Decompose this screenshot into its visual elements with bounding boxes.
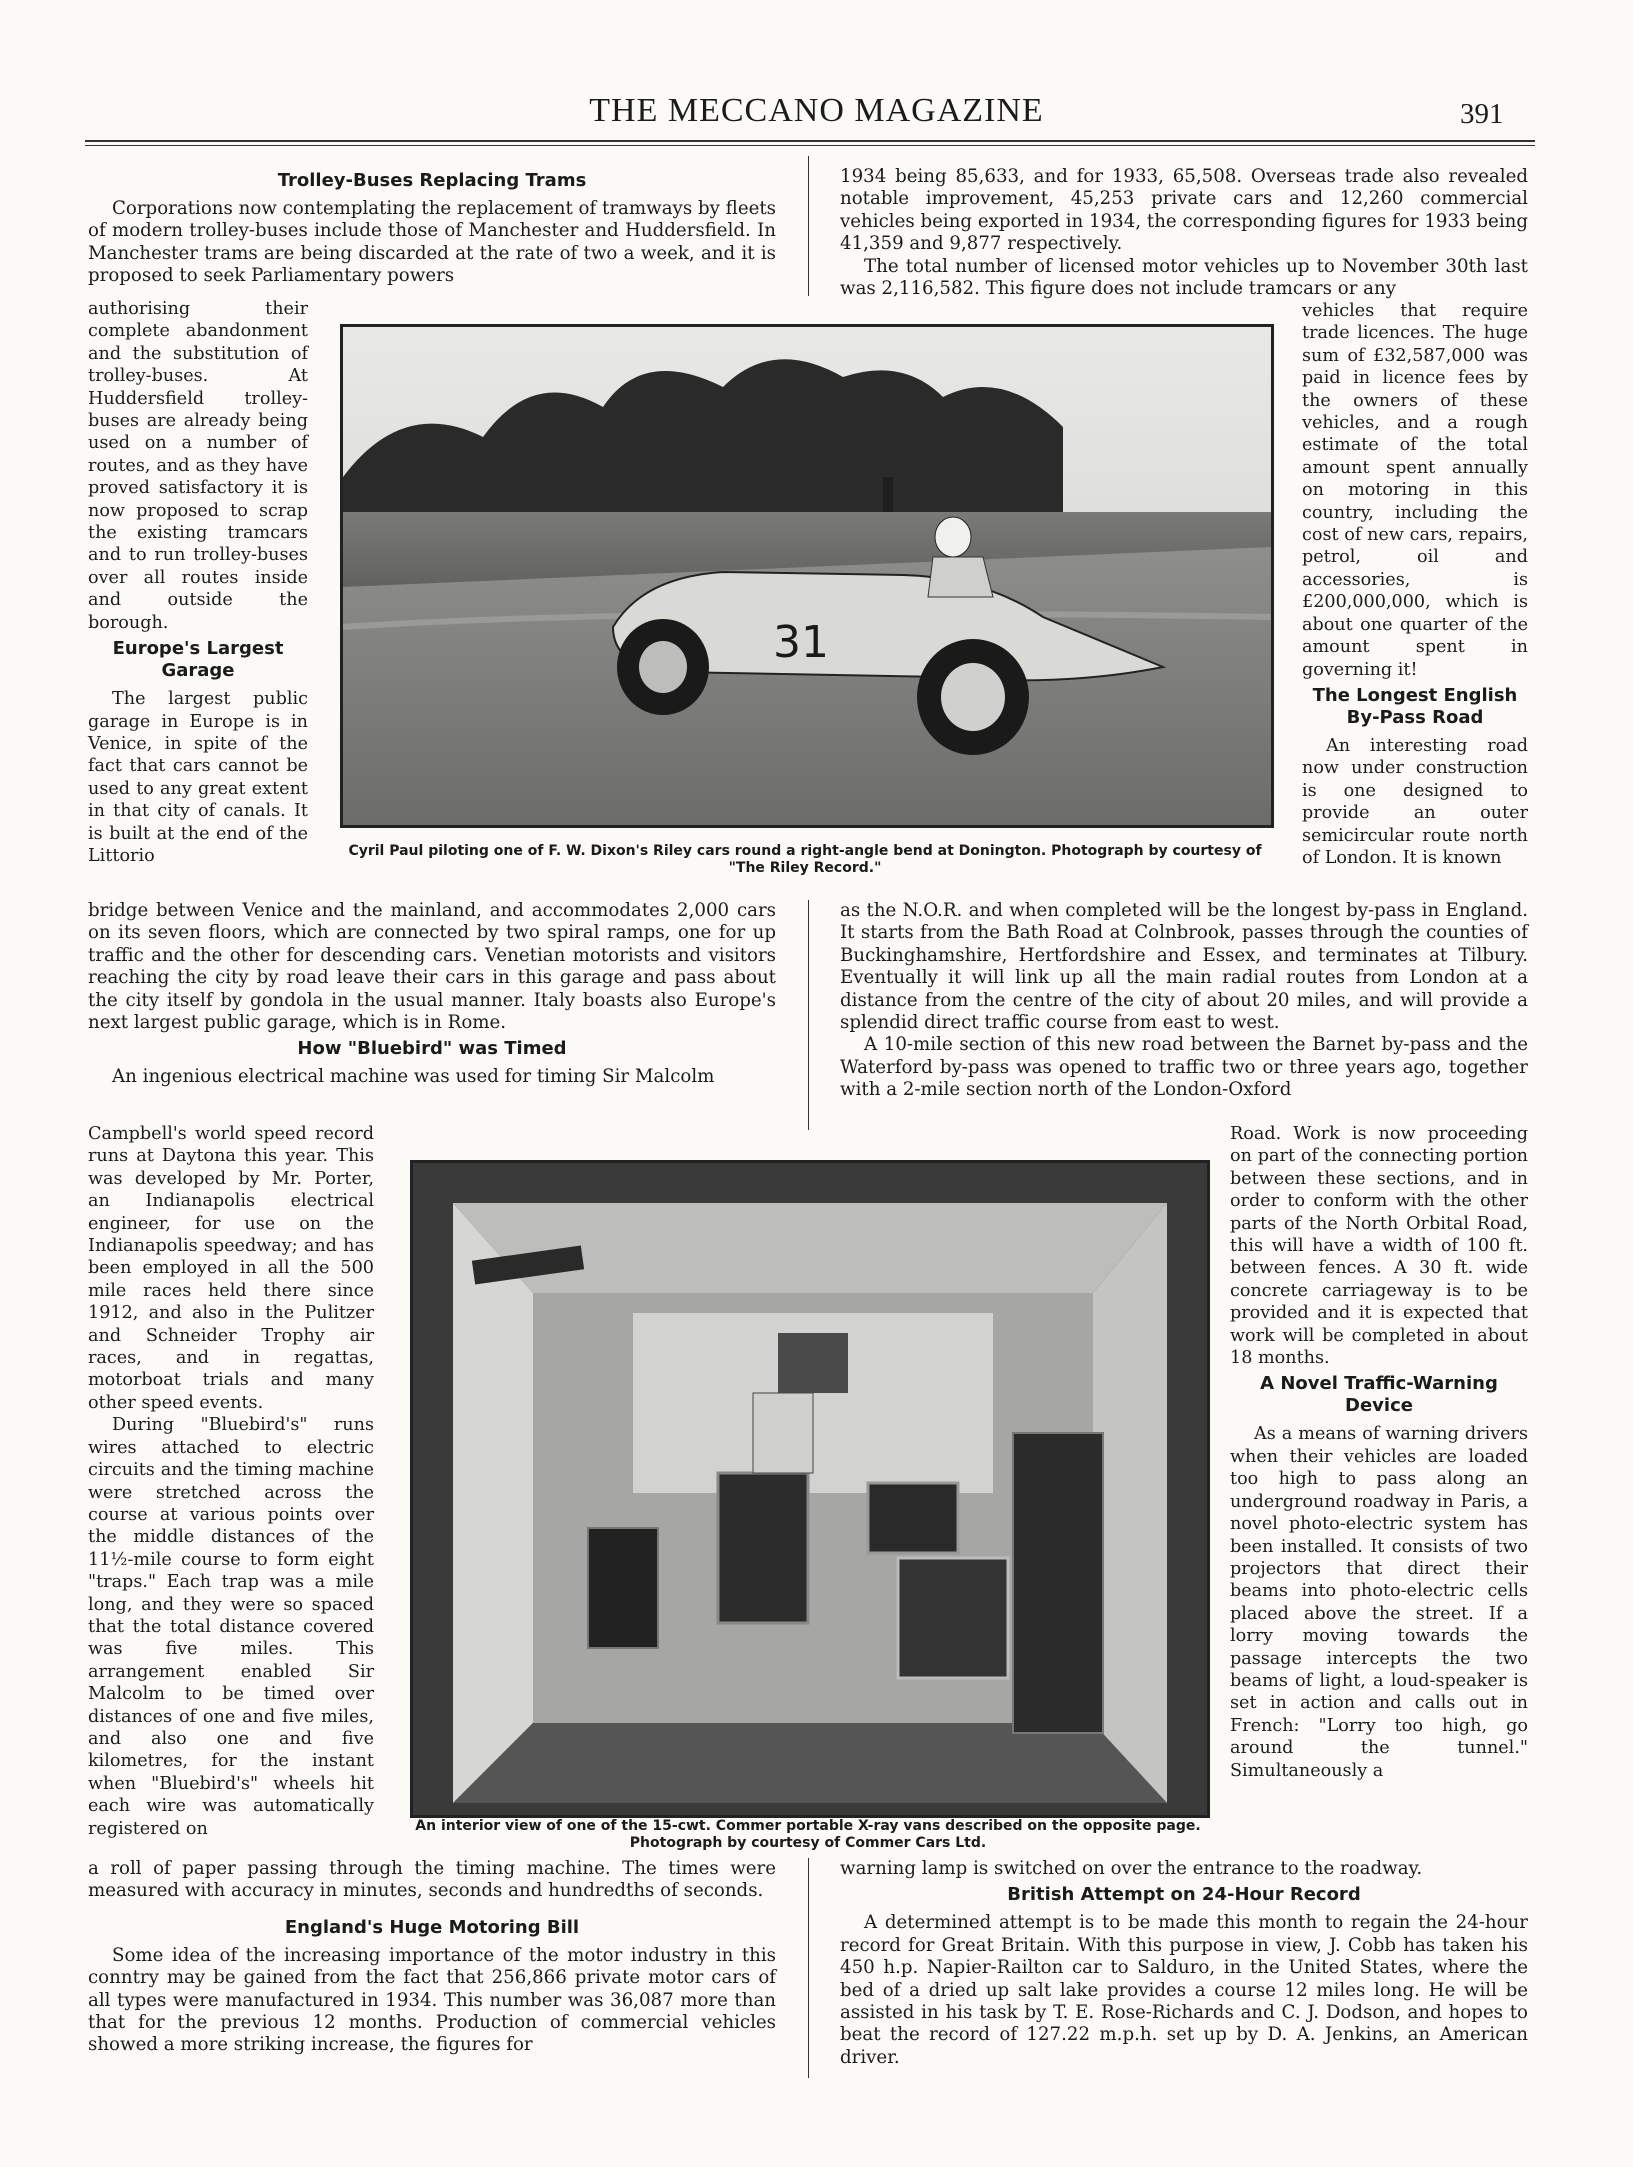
bluebird-narrow-column <box>88 1123 374 1840</box>
trolley-heading: Trolley-Buses Replacing Trams <box>277 170 587 191</box>
bill-article-right-top <box>840 166 1528 300</box>
bypass-paragraph-2-wrap: Road. Work is now proceeding on part of the connecting portion between these sections, and in order to conform with the other parts of the North Orbital Road, this will have a width of 100 ft. between fences. A 30 ft. wide concrete carriageway is to be provided and it is expected that work will be completed in about 18 months. <box>1230 1124 1528 1369</box>
bluebird-paragraph-top: An ingenious electrical machine was used for timing Sir Malcolm <box>112 1066 715 1088</box>
bill-paragraph-wrap: vehicles that require trade licences. The huge sum of £32,587,000 was paid in licence fees by the owners of these vehicles, and a rough estimate of the total amount spent annually on motoring in this country, including the cost of new cars, repairs, petrol, oil and accessories, is £200,000,000, which is about one quarter of the amount spent in governing it! <box>1302 301 1528 680</box>
traffic-narrow-column <box>1230 1123 1528 1782</box>
right-narrow-column <box>1302 300 1528 869</box>
bill-heading: England's Huge Motoring Bill <box>284 1916 580 1938</box>
trolley-paragraph-continued: authorising their complete abandonment and the substitution of trolley-buses. At Huddersfield trolley-buses are already being used on a number of routes, and as they have proved satisfactory it is now proposed to scrap the existing tramcars and to run trolley-buses over all routes inside and outside the borough. <box>88 299 308 633</box>
left-narrow-column <box>88 298 308 867</box>
xray-photo-illustration <box>413 1163 1207 1815</box>
bypass-continued-column <box>840 900 1528 1102</box>
magazine-title: THE MECCANO MAGAZINE <box>589 92 1044 129</box>
garage-paragraph-continued: bridge between Venice and the mainland, and accommodates 2,000 cars on its seven floors, which are connected by two spiral ramps, one for up traffic and the other for descending cars. Venetian motorists and visitors reaching the city by road leave their cars in this garage and pass about the city itself by gondola in the usual manner. Italy boasts also Europe's next largest public garage, which is in Rome. <box>88 900 776 1034</box>
record-heading: British Attempt on 24-Hour Record <box>1007 1884 1361 1906</box>
bluebird-continued-column <box>88 1858 776 2057</box>
riley-car-photo <box>340 324 1274 828</box>
column-divider-middle <box>808 900 809 1130</box>
riley-photo-illustration <box>343 327 1271 825</box>
bypass-paragraph-continued: as the N.O.R. and when completed will be the longest by-pass in England. It starts from the Bath Road at Colnbrook, passes through the counties of Buckinghamshire, Hertfordshire and Essex, and terminates at Tilbury. Eventually it will link up all the main radial routes from London at a distance from the centre of the city of about 20 miles, and will provide a splendid direct traffic course from east to west. <box>840 900 1528 1034</box>
bypass-paragraph-wrap: An interesting road now under construction is one designed to provide an outer semicircular route north of London. It is known <box>1302 735 1528 868</box>
bill-paragraph-right: 1934 being 85,633, and for 1933, 65,508. Overseas trade also revealed notable improvement, 45,253 private cars and 12,260 commercial vehicles being exported in 1934, the corresponding figures for 1933 being 41,359 and 9,877 respectively. <box>840 166 1528 255</box>
record-paragraph: A determined attempt is to be made this month to regain the 24-hour record for Great Britain. With this purpose in view, J. Cobb has taken his 450 h.p. Napier-Railton car to Salduro, in the United States, where the bed of a dried up salt lake provides a course 12 miles long. He will be assisted in his task by T. E. Rose-Richards and C. J. Dodson, and hopes to beat the record of 127.22 m.p.h. set up by D. A. Jenkins, an American driver. <box>840 1912 1528 2068</box>
record-column <box>840 1858 1528 2069</box>
bluebird-paragraph-continued: a roll of paper passing through the timing machine. The times were measured with accuracy in minutes, seconds and hundredths of seconds. <box>88 1858 776 1902</box>
bluebird-paragraph-1: Campbell's world speed record runs at Daytona this year. This was developed by Mr. Porter, an Indianapolis electrical engineer, for use on the Indianapolis speedway; and has been employed in all the 500 mile races held there since 1912, and also in the Pulitzer and Schneider Trophy air races, and in regattas, motorboat trials and many other speed events. <box>88 1124 374 1413</box>
car-number: 31 <box>773 617 829 668</box>
garage-heading: Europe's Largest Garage <box>112 638 284 682</box>
bill-paragraph-1: Some idea of the increasing importance of the motor industry in this conntry may be gained from the fact that 256,866 private motor cars of all types were manufactured in 1934. This number was 36,087 more than that for the previous 12 months. Production of commercial vehicles showed a more striking increase, the figures for <box>88 1944 776 2056</box>
xray-photo-caption: An interior view of one of the 15-cwt. Commer portable X-ray vans described on the opposite page. Photograph by courtesy of Commer Cars Ltd. <box>415 1818 1201 1851</box>
trolley-paragraph-1: Corporations now contemplating the replacement of tramways by fleets of modern trolley-buses include those of Manchester and Huddersfield. In Manchester trams are being discarded at the rate of two a week, and it is proposed to seek Parliamentary powers <box>88 198 776 287</box>
xray-van-photo <box>410 1160 1210 1818</box>
traffic-paragraph-wrap: As a means of warning drivers when their vehicles are loaded too high to pass along an underground roadway in Paris, a novel photo-electric system has been installed. It consists of two projectors that direct their beams into photo-electric cells placed above the street. If a lorry moving towards the passage intercepts the two beams of light, a loud-speaker is set in action and calls out in French: "Lorry too high, go around the tunnel." Simultaneously a <box>1230 1424 1528 1781</box>
bypass-paragraph-2: A 10-mile section of this new road between the Barnet by-pass and the Waterford by-pass was opened to traffic two or three years ago, together with a 2-mile section north of the London-Oxford <box>840 1034 1528 1101</box>
traffic-paragraph-continued: warning lamp is switched on over the entrance to the roadway. <box>840 1858 1423 1879</box>
column-divider-bottom <box>808 1858 809 2078</box>
trolley-article-top <box>88 166 776 288</box>
traffic-heading: A Novel Traffic-Warning Device <box>1260 1373 1498 1417</box>
bypass-heading: The Longest English By-Pass Road <box>1312 684 1518 728</box>
garage-paragraph-wrap: The largest public garage in Europe is in Venice, in spite of the fact that cars cannot be used to any great extent in that city of canals. It is built at the end of the Littorio <box>88 689 308 866</box>
page-number: 391 <box>1460 98 1504 130</box>
riley-photo-caption: Cyril Paul piloting one of F. W. Dixon's Riley cars round a right-angle bend at Donington. Photograph by courtesy of "The Riley Record." <box>348 843 1262 876</box>
bluebird-paragraph-2: During "Bluebird's" runs wires attached to electric circuits and the timing machine were stretched across the course at various points over the middle distances of the 11½-mile course to form eight "traps." Each trap was a mile long, and they were so spaced that the total distance covered was five miles. This arrangement enabled Sir Malcolm to be timed over distances of one and five miles, and also one and five kilometres, for the instant when "Bluebird's" wheels hit each wire was automatically registered on <box>88 1415 374 1839</box>
bluebird-heading: How "Bluebird" was Timed <box>297 1038 567 1060</box>
column-divider-top <box>808 156 809 296</box>
header-rule <box>85 140 1535 142</box>
bill-paragraph-2: The total number of licensed motor vehicles up to November 30th last was 2,116,582. This figure does not include tramcars or any <box>840 255 1528 300</box>
garage-continued-column <box>88 900 776 1089</box>
header-rule-thin <box>85 145 1535 146</box>
